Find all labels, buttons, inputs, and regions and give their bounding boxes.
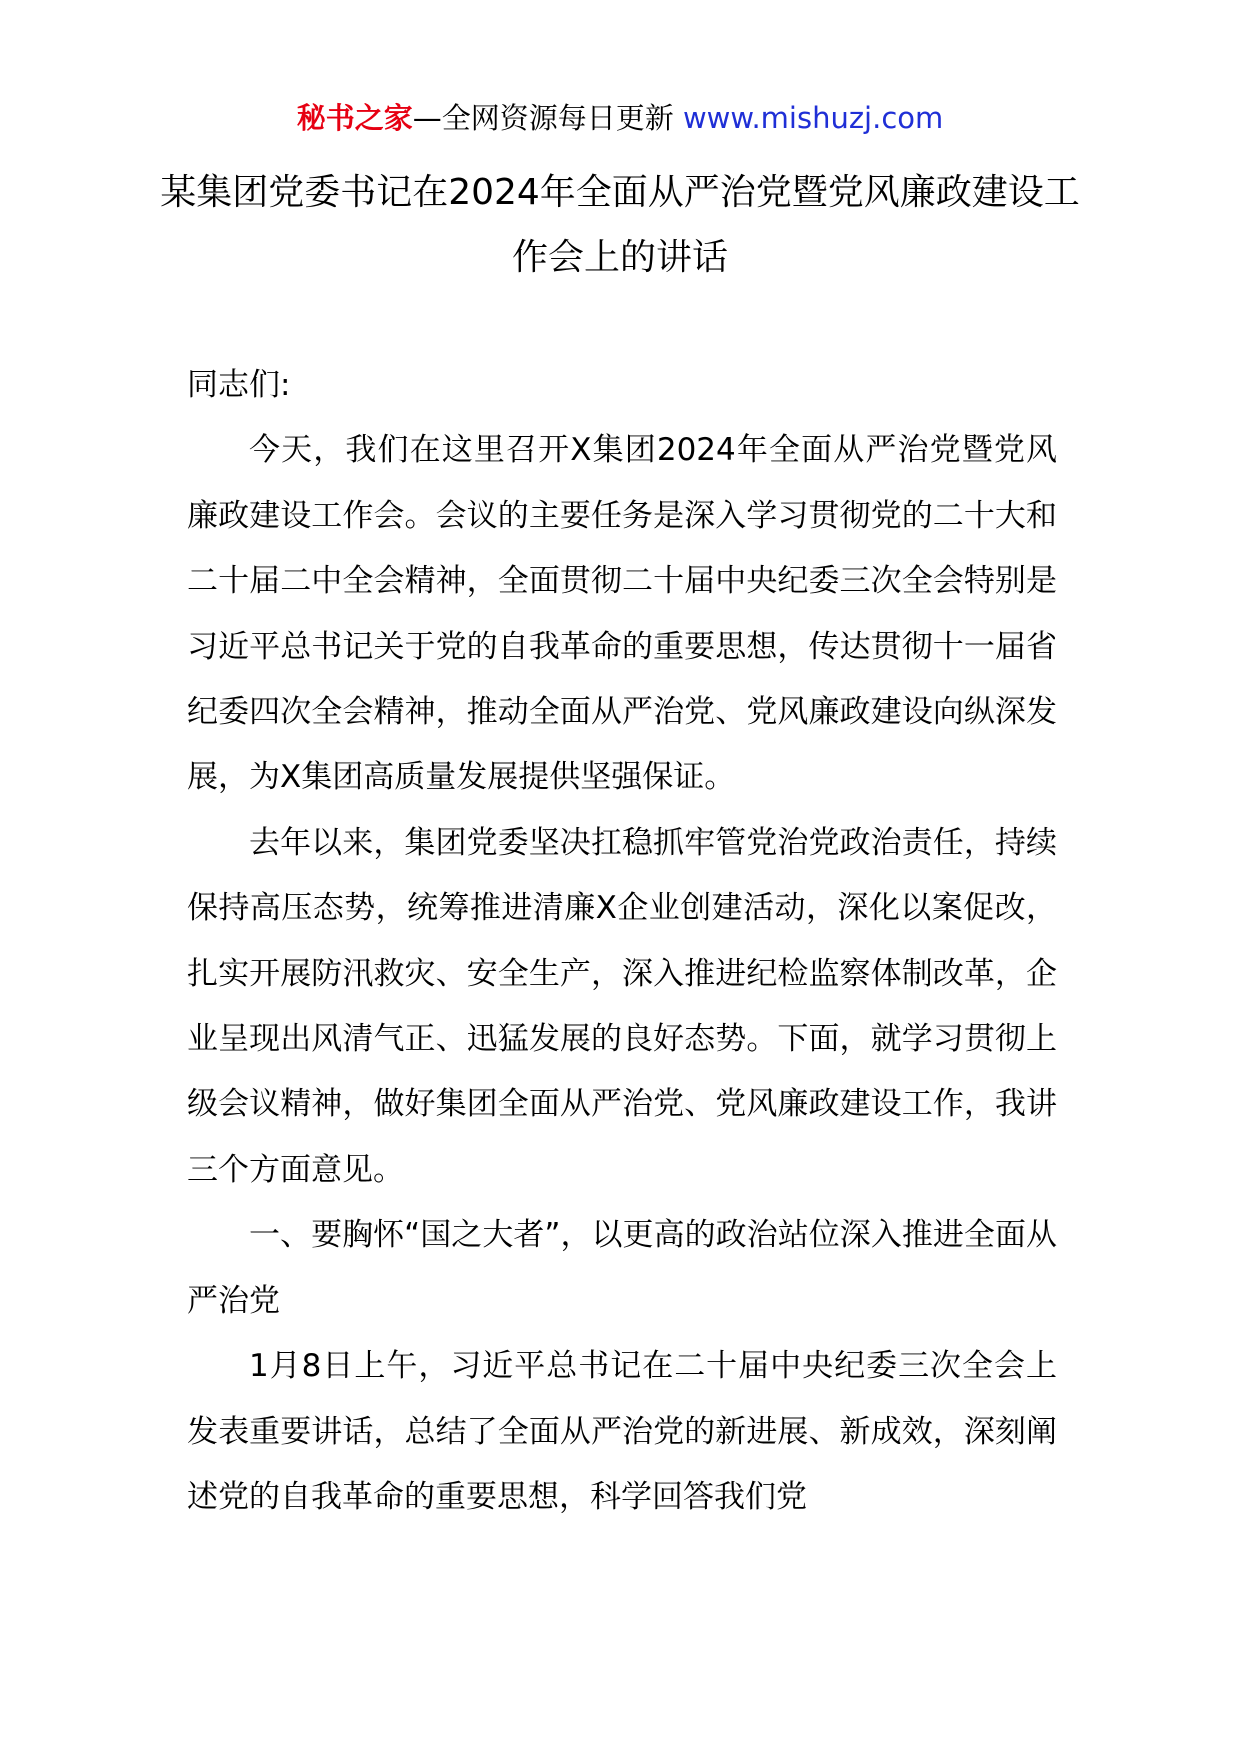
site-url-link[interactable]: www.mishuzj.com: [682, 101, 944, 135]
body-paragraph: 1月8日上午，习近平总书记在二十届中央纪委三次全会上发表重要讲话，总结了全面从严治党的新进展、新成效，深刻阐述党的自我革命的重要思想，科学回答我们党: [187, 1348, 1057, 1515]
brand-name: 秘书之家: [296, 101, 413, 135]
body-paragraph: 去年以来，集团党委坚决扛稳抓牢管党治党政治责任，持续保持高压态势，统筹推进清廉X企业创建活动，深化以案促改，扎实开展防汛救灾、安全生产，深入推进纪检监察体制改革，企业呈现出风清气正、迅猛发展的良好态势。下面，就学习贯彻上级会议精神，做好集团全面从严治党、党风廉政建设工作，我讲三个方面意见。: [187, 824, 1057, 1188]
document-body: [187, 353, 1057, 1530]
body-paragraph: 今天，我们在这里召开X集团2024年全面从严治党暨党风廉政建设工作会。会议的主要任务是深入学习贯彻党的二十大和二十届二中全会精神，全面贯彻二十届中央纪委三次全会特别是习近平总书记关于党的自我革命的重要思想，传达贯彻十一届省纪委四次全会精神，推动全面从严治党、党风廉政建设向纵深发展，为X集团高质量发展提供坚强保证。: [187, 432, 1057, 796]
section-heading: 一、要胸怀“国之大者”，以更高的政治站位深入推进全面从严治党: [187, 1217, 1057, 1319]
salutation: 同志们:: [187, 367, 291, 403]
document-title: 某集团党委书记在2024年全面从严治党暨党风廉政建设工作会上的讲话: [160, 172, 1080, 278]
banner-tagline: —全网资源每日更新: [412, 101, 683, 135]
site-banner: [0, 98, 1240, 138]
